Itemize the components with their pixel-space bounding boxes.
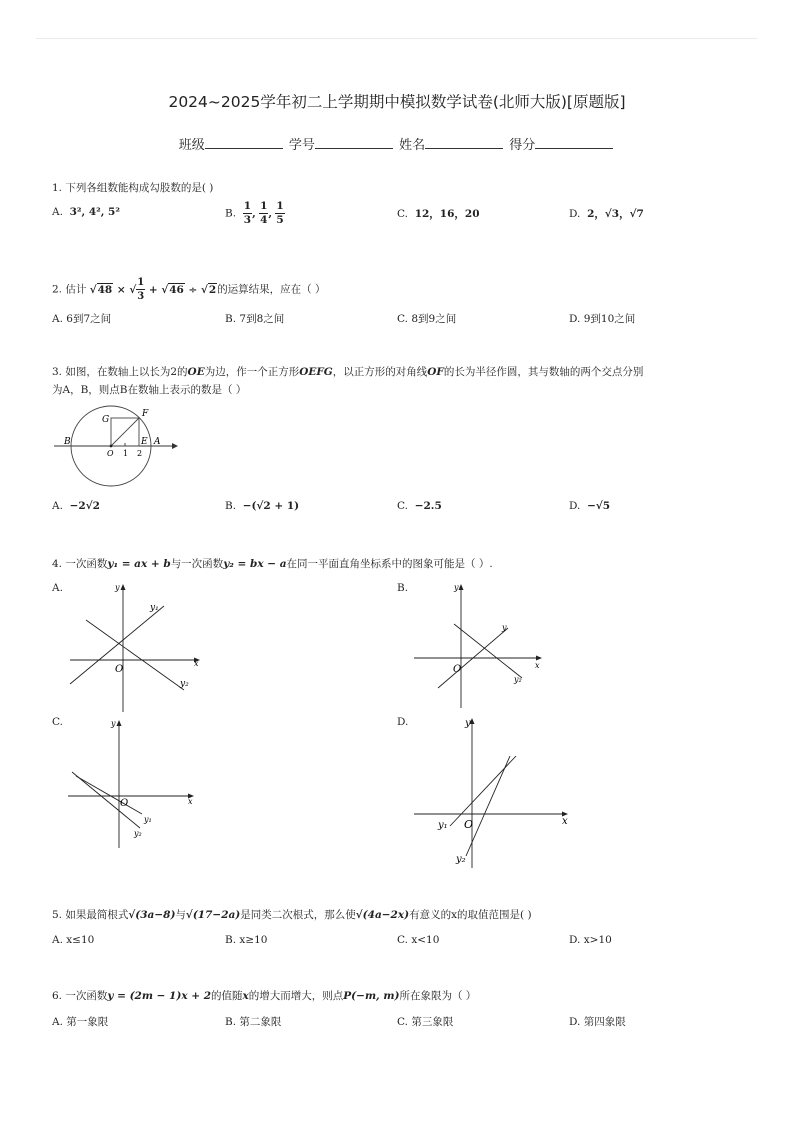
q3-option-b-text: −(√2 + 1) — [242, 500, 300, 512]
q6-function: y = (2m − 1)x + 2 — [107, 990, 212, 1002]
graph-d-y-label: y — [465, 718, 471, 729]
question-3-stem-line1 — [52, 364, 643, 379]
graph-a-y-label: y — [115, 583, 120, 592]
q5-radical-2: √(17−2a) — [185, 909, 241, 921]
q3-line1-a: 3. 如图，在数轴上以长为2的 — [52, 366, 188, 378]
q4-option-a-letter[interactable]: A. — [52, 582, 63, 594]
q3-line1-c: ，以正方形的对角线 — [332, 366, 428, 378]
q5-stem-mid2: 是同类二次根式，那么使 — [240, 909, 356, 921]
q3-of: OF — [427, 366, 444, 378]
q1-option-c-text: 12，16，20 — [414, 208, 480, 220]
q5-option-a[interactable]: A. x≤10 — [52, 934, 95, 946]
question-4-stem — [52, 556, 493, 571]
q5-radical-1: √(3a−8) — [128, 909, 176, 921]
graph-c-y1-label: y₁ — [144, 815, 152, 824]
name-blank[interactable] — [425, 136, 503, 149]
graph-b-origin: O — [453, 664, 462, 675]
q5-option-b[interactable]: B. x≥10 — [225, 934, 268, 946]
q4-graph-b[interactable] — [410, 580, 550, 714]
q3-option-a[interactable] — [52, 500, 100, 512]
q3-oefg: OEFG — [299, 366, 333, 378]
graph-d-y2-label: y₂ — [456, 854, 466, 865]
q4-stem-pre: 4. 一次函数 — [52, 558, 108, 570]
q5-option-d[interactable]: D. x>10 — [569, 934, 612, 946]
q1-option-d[interactable] — [569, 206, 644, 221]
q4-graph-d[interactable] — [410, 712, 580, 872]
q4-function-1: y₁ = ax + b — [107, 558, 171, 570]
q2-option-a[interactable]: A. 6到7之间 — [52, 313, 112, 325]
q3-option-d-letter: D. — [569, 500, 581, 512]
q1-option-d-letter: D. — [569, 208, 581, 220]
q4-stem-post: 在同一平面直角坐标系中的图象可能是（ ）. — [286, 558, 493, 570]
q2-stem-post: 的运算结果，应在（ ） — [217, 283, 326, 296]
q1-option-b-letter: B. — [225, 207, 237, 220]
q3-line1-d: 的长为半径作圆，其与数轴的两个交点分别 — [443, 366, 644, 378]
q3-label-a: A — [154, 437, 161, 447]
question-5-stem — [52, 907, 532, 922]
q5-stem-post: 有意义的x的取值范围是( ) — [409, 909, 532, 921]
q3-label-o: O — [107, 449, 114, 458]
graph-b-x-label: x — [535, 661, 540, 670]
q6-stem-mid2: 的增大而增大，则点 — [248, 990, 344, 1002]
q1-option-c[interactable] — [397, 206, 480, 221]
q5-option-c[interactable]: C. x<10 — [397, 934, 440, 946]
number-blank[interactable] — [315, 136, 393, 149]
graph-d-origin: O — [464, 818, 474, 831]
q1-option-d-text: 2，√3，√7 — [587, 208, 644, 220]
q3-label-f: F — [142, 409, 149, 419]
q3-oe: OE — [187, 366, 205, 378]
q3-option-b[interactable] — [225, 500, 299, 512]
q2-option-b[interactable]: B. 7到8之间 — [225, 313, 285, 325]
q6-option-b[interactable]: B. 第二象限 — [225, 1016, 282, 1028]
page-title: 2024~2025学年初二上学期期中模拟数学试卷(北师大版)[原题版] — [168, 93, 626, 111]
name-label: 姓名 — [399, 138, 426, 153]
q3-figure — [52, 400, 182, 490]
graph-c-y-label: y — [111, 719, 116, 728]
q3-option-b-letter: B. — [225, 500, 237, 512]
graph-b-y-label: y — [454, 583, 459, 592]
graph-a-y2-label: y₂ — [180, 679, 189, 689]
q1-frac-1-3: $\frac{1}{3}$ — [243, 200, 252, 226]
q3-option-d[interactable] — [569, 500, 610, 512]
q3-label-g: G — [102, 415, 110, 425]
q1-option-a-letter: A. — [52, 206, 63, 218]
q2-expression: √48 × √ $\frac{1}{3}$ + √46 ÷ √2 — [89, 277, 217, 302]
top-rule — [36, 38, 758, 39]
score-blank[interactable] — [535, 136, 613, 149]
q4-option-b-letter[interactable]: B. — [397, 582, 409, 594]
q1-frac-1-4: $\frac{1}{4}$ — [260, 200, 268, 226]
q3-tick-1: 1 — [123, 449, 129, 458]
q5-radical-3: √(4a−2x) — [355, 909, 410, 921]
q3-option-a-text: −2√2 — [69, 500, 100, 512]
q4-option-d-letter[interactable]: D. — [397, 716, 409, 728]
score-label: 得分 — [509, 138, 536, 153]
q1-option-a-text: 3², 4², 5² — [69, 206, 120, 218]
q2-stem-pre: 2. 估计 — [52, 283, 87, 296]
graph-d-y1-label: y₁ — [438, 820, 448, 831]
q3-label-e: E — [141, 437, 148, 447]
q1-option-c-letter: C. — [397, 208, 408, 220]
q3-option-d-text: −√5 — [587, 500, 611, 512]
question-6-stem — [52, 988, 476, 1003]
q3-tick-2: 2 — [137, 449, 143, 458]
q1-frac-1-5: $\frac{1}{5}$ — [276, 200, 284, 226]
q2-option-c[interactable]: C. 8到9之间 — [397, 313, 457, 325]
student-info-line — [0, 134, 794, 153]
q6-stem-pre: 6. 一次函数 — [52, 990, 108, 1002]
q6-option-a[interactable]: A. 第一象限 — [52, 1016, 109, 1028]
q3-option-c[interactable] — [397, 500, 442, 512]
graph-b-y-line-label: y — [502, 623, 507, 632]
question-2-stem — [52, 276, 326, 303]
graph-a-origin: O — [115, 664, 124, 675]
q6-stem-post: 所在象限为（ ） — [399, 990, 477, 1002]
q5-stem-mid1: 与 — [175, 909, 186, 921]
q6-option-d[interactable]: D. 第四象限 — [569, 1016, 626, 1028]
q3-option-a-letter: A. — [52, 500, 63, 512]
graph-c-y2-label: y₂ — [134, 829, 142, 838]
class-blank[interactable] — [205, 136, 283, 149]
graph-c-origin: O — [120, 798, 129, 809]
q3-label-b: B — [64, 437, 71, 447]
q2-option-d[interactable]: D. 9到10之间 — [569, 313, 636, 325]
q4-option-c-letter[interactable]: C. — [52, 716, 63, 728]
class-label: 班级 — [178, 138, 205, 153]
graph-c-x-label: x — [188, 797, 193, 806]
q6-stem-mid: 的值随 — [211, 990, 243, 1002]
graph-a-y1-label: y₁ — [150, 603, 159, 613]
q6-x: x — [242, 990, 249, 1002]
q6-option-c[interactable]: C. 第三象限 — [397, 1016, 454, 1028]
q4-graph-c[interactable] — [64, 716, 204, 850]
question-3-stem-line2: 为A，B，则点B在数轴上表示的数是（ ） — [52, 384, 247, 396]
q5-stem-pre: 5. 如果最简根式 — [52, 909, 129, 921]
question-1-stem: 1. 下列各组数能构成勾股数的是( ) — [52, 182, 214, 194]
q3-option-c-letter: C. — [397, 500, 408, 512]
q3-option-c-text: −2.5 — [414, 500, 442, 512]
graph-d-x-label: x — [562, 816, 568, 827]
q4-stem-mid: 与一次函数 — [170, 558, 224, 570]
q3-line1-b: 为边，作一个正方形 — [204, 366, 300, 378]
q4-graph-a[interactable] — [66, 580, 206, 714]
graph-b-y2-label: y₂ — [514, 675, 522, 684]
number-label: 学号 — [288, 138, 315, 153]
q4-function-2: y₂ = bx − a — [223, 558, 287, 570]
q6-point: P(−m, m) — [343, 990, 400, 1002]
graph-a-x-label: x — [194, 659, 199, 668]
q1-option-b[interactable]: B. $\frac{1}{3}$ , $\frac{1}{4}$ , $\frac{1}{5}$ — [225, 200, 284, 226]
q1-option-a[interactable] — [52, 206, 120, 218]
